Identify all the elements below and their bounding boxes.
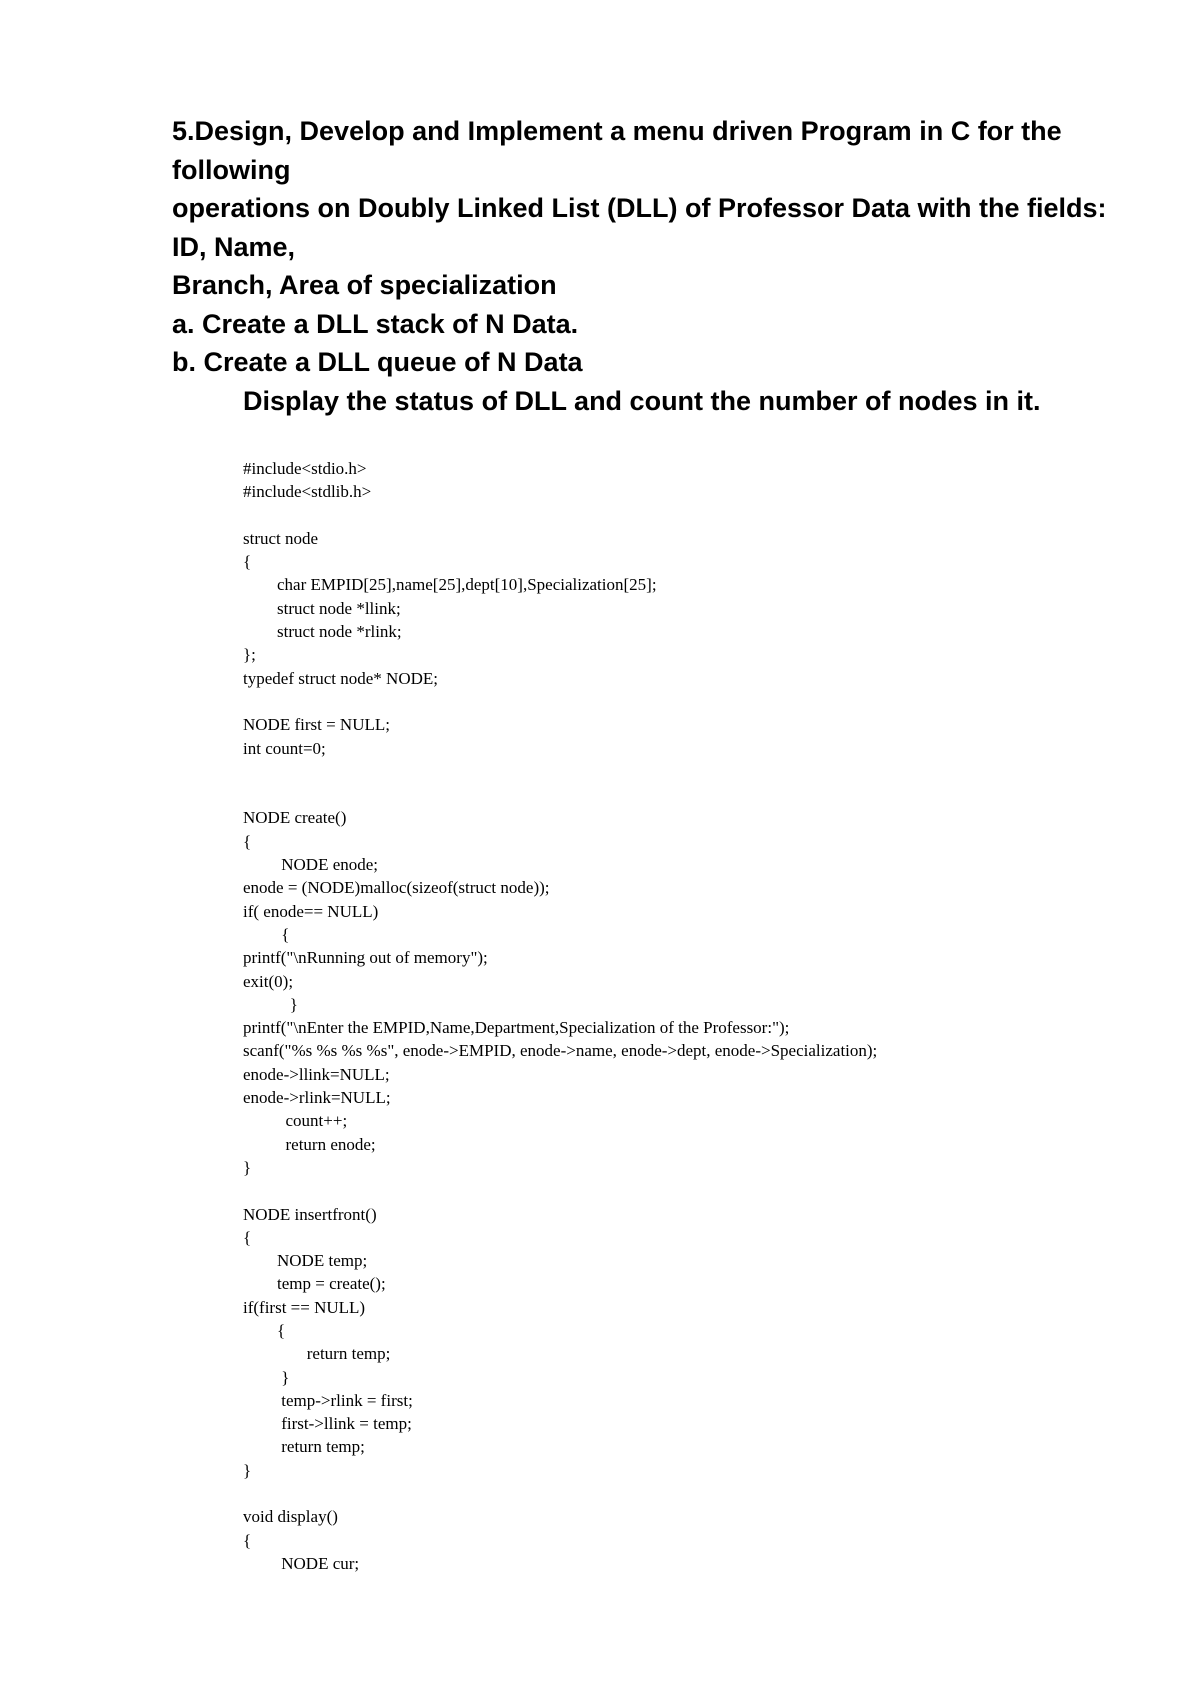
code-line: } [243, 1460, 252, 1480]
code-line: struct node [243, 528, 319, 548]
heading-line: following [172, 154, 291, 185]
code-line: NODE enode; [243, 855, 379, 875]
code-line: #include<stdlib.h> [243, 482, 372, 502]
code-line: if( enode== NULL) [243, 901, 379, 921]
heading-line: a. Create a DLL stack of N Data. [172, 308, 579, 339]
code-line: char EMPID[25],name[25],dept[10],Specialization[25]; [243, 575, 657, 595]
code-line: struct node *rlink; [243, 622, 402, 642]
code-line: enode->rlink=NULL; [243, 1088, 391, 1108]
code-line: }; [243, 645, 256, 665]
code-line: enode->llink=NULL; [243, 1064, 390, 1084]
code-line: return enode; [243, 1134, 376, 1154]
code-line: { [243, 552, 252, 572]
code-line: first->llink = temp; [243, 1414, 412, 1434]
code-line: NODE temp; [243, 1251, 368, 1271]
code-line: } [243, 994, 298, 1014]
code-line: exit(0); [243, 971, 294, 991]
code-line [243, 760, 1143, 783]
code-line: } [243, 1367, 290, 1387]
question-heading [172, 112, 1152, 420]
code-line: NODE first = NULL; [243, 715, 390, 735]
code-line [243, 783, 1143, 806]
code-line: typedef struct node* NODE; [243, 668, 438, 688]
code-line [243, 504, 1143, 527]
heading-line: operations on Doubly Linked List (DLL) of Professor Data with the fields: [172, 193, 1107, 223]
code-line [243, 1179, 1143, 1202]
code-line: { [243, 924, 290, 944]
code-line: { [243, 831, 252, 851]
code-line: printf("\nRunning out of memory"); [243, 948, 488, 968]
code-line [243, 1482, 1143, 1505]
code-line: } [243, 1157, 252, 1177]
code-listing [243, 457, 1143, 1575]
code-line: return temp; [243, 1437, 365, 1457]
code-line: scanf("%s %s %s %s", enode->EMPID, enode->name, enode->dept, enode->Specialization); [243, 1041, 878, 1061]
code-line: NODE cur; [243, 1553, 360, 1573]
code-line: int count=0; [243, 738, 326, 758]
heading-line: 5.Design, Develop and Implement a menu driven Program in C for the [172, 116, 1062, 146]
heading-line: Display the status of DLL and count the number of nodes in it. [243, 385, 1041, 416]
heading-line: ID, Name, [172, 231, 296, 262]
code-line: return temp; [243, 1344, 391, 1364]
code-line: printf("\nEnter the EMPID,Name,Department,Specialization of the Professor:"); [243, 1018, 790, 1038]
code-line: struct node *llink; [243, 598, 401, 618]
heading-line: Branch, Area of specialization [172, 270, 557, 300]
code-line: temp->rlink = first; [243, 1390, 413, 1410]
code-line: if(first == NULL) [243, 1297, 366, 1317]
code-line: void display() [243, 1507, 338, 1527]
code-line: { [243, 1227, 252, 1247]
code-line: { [243, 1320, 286, 1340]
code-line: NODE create() [243, 808, 347, 828]
code-line [243, 690, 1143, 713]
code-line: temp = create(); [243, 1274, 386, 1294]
heading-line: b. Create a DLL queue of N Data [172, 347, 583, 377]
code-line: enode = (NODE)malloc(sizeof(struct node)); [243, 878, 550, 898]
code-line: #include<stdio.h> [243, 459, 367, 478]
code-line: count++; [243, 1111, 348, 1131]
code-line: { [243, 1530, 252, 1550]
code-line: NODE insertfront() [243, 1204, 377, 1224]
